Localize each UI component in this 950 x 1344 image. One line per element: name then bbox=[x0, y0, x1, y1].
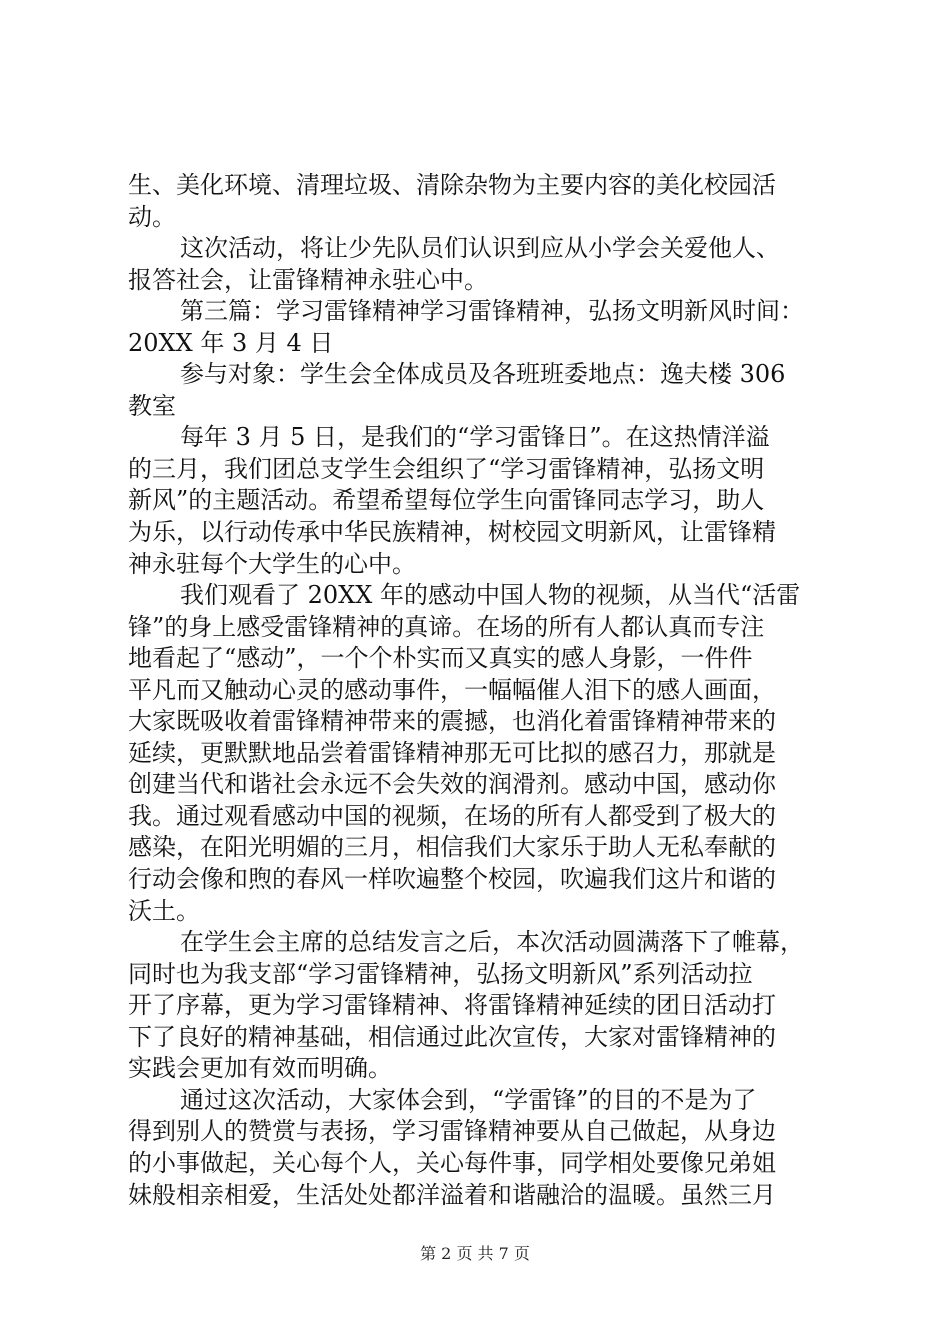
text-line: 我。通过观看感动中国的视频，在场的所有人都受到了极大的 bbox=[128, 801, 776, 830]
text-line: 地看起了“感动”，一个个朴实而又真实的感人身影，一件件 bbox=[128, 644, 753, 673]
text-line: 平凡而又触动心灵的感动事件，一幅幅催人泪下的感人画面， bbox=[128, 675, 776, 704]
text-line: 行动会像和煦的春风一样吹遍整个校园，吹遍我们这片和谐的 bbox=[128, 865, 776, 894]
text-line: 沃土。 bbox=[128, 896, 200, 925]
text-line: 的小事做起，关心每个人，关心每件事，同学相处要像兄弟姐 bbox=[128, 1148, 776, 1177]
text-line: 延续，更默默地品尝着雷锋精神那无可比拟的感召力，那就是 bbox=[128, 738, 776, 767]
text-line: 创建当代和谐社会永远不会失效的润滑剂。感动中国，感动你 bbox=[128, 770, 776, 799]
text-line: 教室 bbox=[128, 391, 176, 420]
text-line: 同时也为我支部“学习雷锋精神，弘扬文明新风”系列活动拉 bbox=[128, 959, 753, 988]
text-line: 开了序幕，更为学习雷锋精神、将雷锋精神延续的团日活动打 bbox=[128, 991, 776, 1020]
text-line: 参与对象：学生会全体成员及各班班委地点：逸夫楼 306 bbox=[180, 360, 786, 389]
text-line: 下了良好的精神基础，相信通过此次宣传，大家对雷锋精神的 bbox=[128, 1022, 776, 1051]
text-line: 感染，在阳光明媚的三月，相信我们大家乐于助人无私奉献的 bbox=[128, 833, 776, 862]
text-line: 锋”的身上感受雷锋精神的真谛。在场的所有人都认真而专注 bbox=[128, 612, 765, 641]
text-line: 大家既吸收着雷锋精神带来的震撼，也消化着雷锋精神带来的 bbox=[128, 707, 776, 736]
text-line: 第三篇：学习雷锋精神学习雷锋精神，弘扬文明新风时间： bbox=[180, 297, 804, 326]
text-line: 实践会更加有效而明确。 bbox=[128, 1054, 392, 1083]
text-line: 20XX 年 3 月 4 日 bbox=[128, 328, 334, 357]
text-line: 在学生会主席的总结发言之后，本次活动圆满落下了帷幕， bbox=[180, 928, 804, 957]
text-line: 妹般相亲相爱，生活处处都洋溢着和谐融洽的温暖。虽然三月 bbox=[128, 1180, 776, 1209]
text-line: 生、美化环境、清理垃圾、清除杂物为主要内容的美化校园活 bbox=[128, 171, 776, 199]
text-line: 通过这次活动，大家体会到，“学雷锋”的目的不是为了 bbox=[180, 1085, 757, 1114]
text-line: 每年 3 月 5 日，是我们的“学习雷锋日”。在这热情洋溢 bbox=[180, 423, 770, 452]
text-line: 为乐，以行动传承中华民族精神，树校园文明新风，让雷锋精 bbox=[128, 518, 776, 547]
text-line: 得到别人的赞赏与表扬，学习雷锋精神要从自己做起，从身边 bbox=[128, 1117, 776, 1146]
text-line: 这次活动，将让少先队员们认识到应从小学会关爱他人、 bbox=[180, 234, 780, 263]
page-footer: 第 2 页 共 7 页 bbox=[420, 1244, 530, 1263]
text-line: 动。 bbox=[128, 202, 176, 231]
document-body bbox=[128, 170, 848, 1211]
text-line: 报答社会，让雷锋精神永驻心中。 bbox=[128, 265, 488, 294]
text-line: 新风”的主题活动。希望希望每位学生向雷锋同志学习，助人 bbox=[128, 486, 765, 515]
text-line: 的三月，我们团总支学生会组织了“学习雷锋精神，弘扬文明 bbox=[128, 454, 765, 483]
text-line: 我们观看了 20XX 年的感动中国人物的视频，从当代“活雷 bbox=[180, 581, 801, 610]
text-line: 神永驻每个大学生的心中。 bbox=[128, 549, 416, 578]
